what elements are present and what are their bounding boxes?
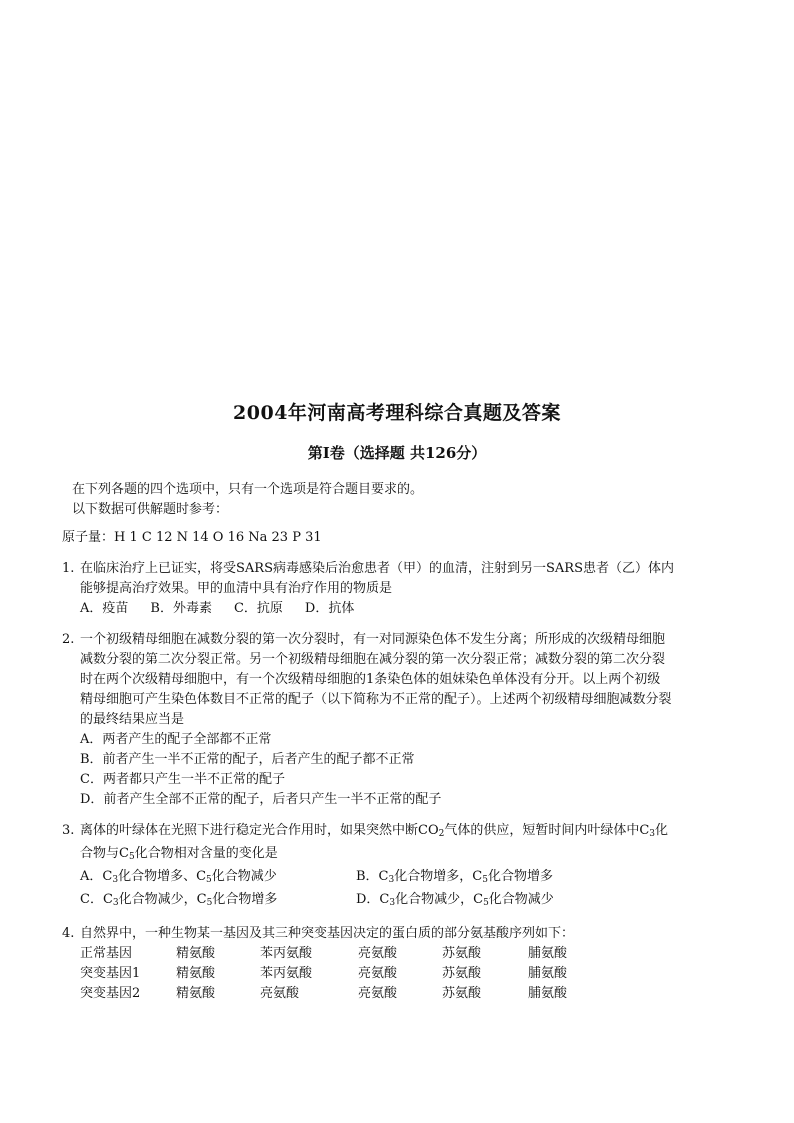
gene-label: 正常基因 [80, 946, 133, 961]
intro-reference: 以下数据可供解题时参考： [72, 502, 229, 517]
question-text-cont: 精母细胞可产生染色体数目不正常的配子（以下简称为不正常的配子）。上述两个初级精母细胞减数分裂 [80, 692, 672, 707]
text-segment: 化合物减少 [488, 892, 554, 907]
table-cell: 苏氨酸 [442, 986, 482, 1001]
options [62, 867, 732, 913]
subscript: 3 [112, 875, 119, 885]
text-segment: 化合物相对含量的变化是 [134, 846, 278, 861]
document-title: 2004年河南高考理科综合真题及答案 [233, 402, 561, 424]
gene-label: 突变基因2 [80, 986, 141, 1001]
table-cell: 亮氨酸 [358, 966, 398, 981]
table-cell: 脯氨酸 [528, 966, 568, 981]
question-1 [62, 559, 732, 619]
option-d[interactable] [356, 890, 632, 913]
text-segment: 化合物减少 [211, 869, 277, 884]
table-cell: 脯氨酸 [528, 946, 568, 961]
question-text-cont: 时在两个次级精母细胞中，有一个次级精母细胞的1条染色体的姐妹染色单体没有分开。以上两个初级 [80, 672, 661, 687]
text-segment: D．C [356, 892, 390, 907]
text-segment: C．C [80, 892, 113, 907]
option-c[interactable]: C．两者都只产生一半不正常的配子 [80, 772, 285, 787]
question-3 [62, 821, 732, 913]
text-segment: 化合物减少，C [118, 892, 207, 907]
gene-label: 突变基因1 [80, 966, 141, 981]
text-segment: 气体的供应，短暂时间内叶绿体中C [444, 823, 650, 838]
option-d[interactable]: D．前者产生全部不正常的配子，后者只产生一半不正常的配子 [80, 792, 442, 807]
amino-acid-table [80, 944, 567, 1004]
question-number: 4. [62, 926, 75, 941]
option-a[interactable]: A．两者产生的配子全部都不正常 [80, 732, 272, 747]
option-b[interactable] [356, 867, 632, 890]
table-cell: 苯丙氨酸 [260, 946, 313, 961]
text-segment: B．C [356, 869, 389, 884]
table-cell: 精氨酸 [176, 966, 216, 981]
text-segment: 化 [655, 823, 669, 838]
text-segment: 合物与C [80, 846, 129, 861]
question-text: 自然界中，一种生物某一基因及其三种突变基因决定的蛋白质的部分氨基酸序列如下： [80, 926, 575, 941]
text-segment: 化合物减少，C [395, 892, 484, 907]
question-text-cont: 能够提高治疗效果。甲的血清中具有治疗作用的物质是 [80, 581, 393, 596]
document-body [62, 480, 732, 1004]
subscript: 5 [128, 852, 135, 862]
question-text: 在临床治疗上已证实，将受SARS病毒感染后治愈患者（甲）的血清，注射到另一SARS患者（乙）体内 [80, 561, 674, 576]
subscript: 3 [389, 898, 396, 908]
question-text-cont [62, 844, 732, 867]
table-cell: 苯丙氨酸 [260, 966, 313, 981]
question-4 [62, 924, 732, 1004]
question-2 [62, 630, 732, 810]
question-text-cont: 的最终结果应当是 [80, 712, 185, 727]
atomic-mass-line: 原子量：H 1 C 12 N 14 O 16 Na 23 P 31 [62, 530, 322, 545]
question-text-cont: 减数分裂的第二次分裂正常。另一个初级精母细胞在减分裂的第一次分裂正常；减数分裂的第二次分裂 [80, 652, 666, 667]
text-segment: 化合物增多，C [394, 869, 483, 884]
subscript: 5 [206, 898, 213, 908]
subscript: 3 [388, 875, 395, 885]
option-c[interactable] [80, 890, 356, 913]
options [62, 599, 732, 619]
table-cell: 精氨酸 [176, 946, 216, 961]
text-segment: 化合物增多、C [118, 869, 207, 884]
option-c[interactable]: C．抗原 [233, 601, 283, 616]
text-segment: 化合物增多 [212, 892, 278, 907]
table-cell: 亮氨酸 [358, 946, 398, 961]
option-b[interactable]: B．外毒素 [150, 601, 212, 616]
table-row [80, 984, 567, 1004]
question-number: 3. [62, 823, 75, 838]
subscript: 3 [112, 898, 119, 908]
option-a[interactable]: A．疫苗 [80, 601, 129, 616]
table-cell: 苏氨酸 [442, 946, 482, 961]
subscript: 3 [649, 829, 656, 839]
question-number: 1. [62, 561, 75, 576]
section-subtitle: 第Ⅰ卷（选择题 共126分） [307, 444, 487, 462]
table-cell: 脯氨酸 [528, 986, 568, 1001]
text-segment: 化合物增多 [487, 869, 553, 884]
subscript: 2 [438, 829, 445, 839]
subscript: 5 [483, 898, 489, 908]
table-cell: 精氨酸 [176, 986, 216, 1001]
table-cell: 苏氨酸 [442, 966, 482, 981]
option-d[interactable]: D．抗体 [304, 601, 355, 616]
subscript: 5 [206, 875, 212, 885]
table-row [80, 944, 567, 964]
table-row [80, 964, 567, 984]
question-number: 2. [62, 632, 75, 647]
question-text [80, 821, 732, 844]
option-a[interactable] [80, 867, 356, 890]
text-segment: A．C [80, 869, 113, 884]
table-cell: 亮氨酸 [260, 986, 300, 1001]
option-b[interactable]: B．前者产生一半不正常的配子，后者产生的配子都不正常 [80, 752, 415, 767]
table-cell: 亮氨酸 [358, 986, 398, 1001]
text-segment: 离体的叶绿体在光照下进行稳定光合作用时，如果突然中断CO [80, 823, 439, 838]
intro-instruction: 在下列各题的四个选项中，只有一个选项是符合题目要求的。 [72, 482, 424, 497]
question-text: 一个初级精母细胞在减数分裂的第一次分裂时，有一对同源染色体不发生分离；所形成的次级精母细胞 [80, 632, 666, 647]
subscript: 5 [482, 875, 488, 885]
